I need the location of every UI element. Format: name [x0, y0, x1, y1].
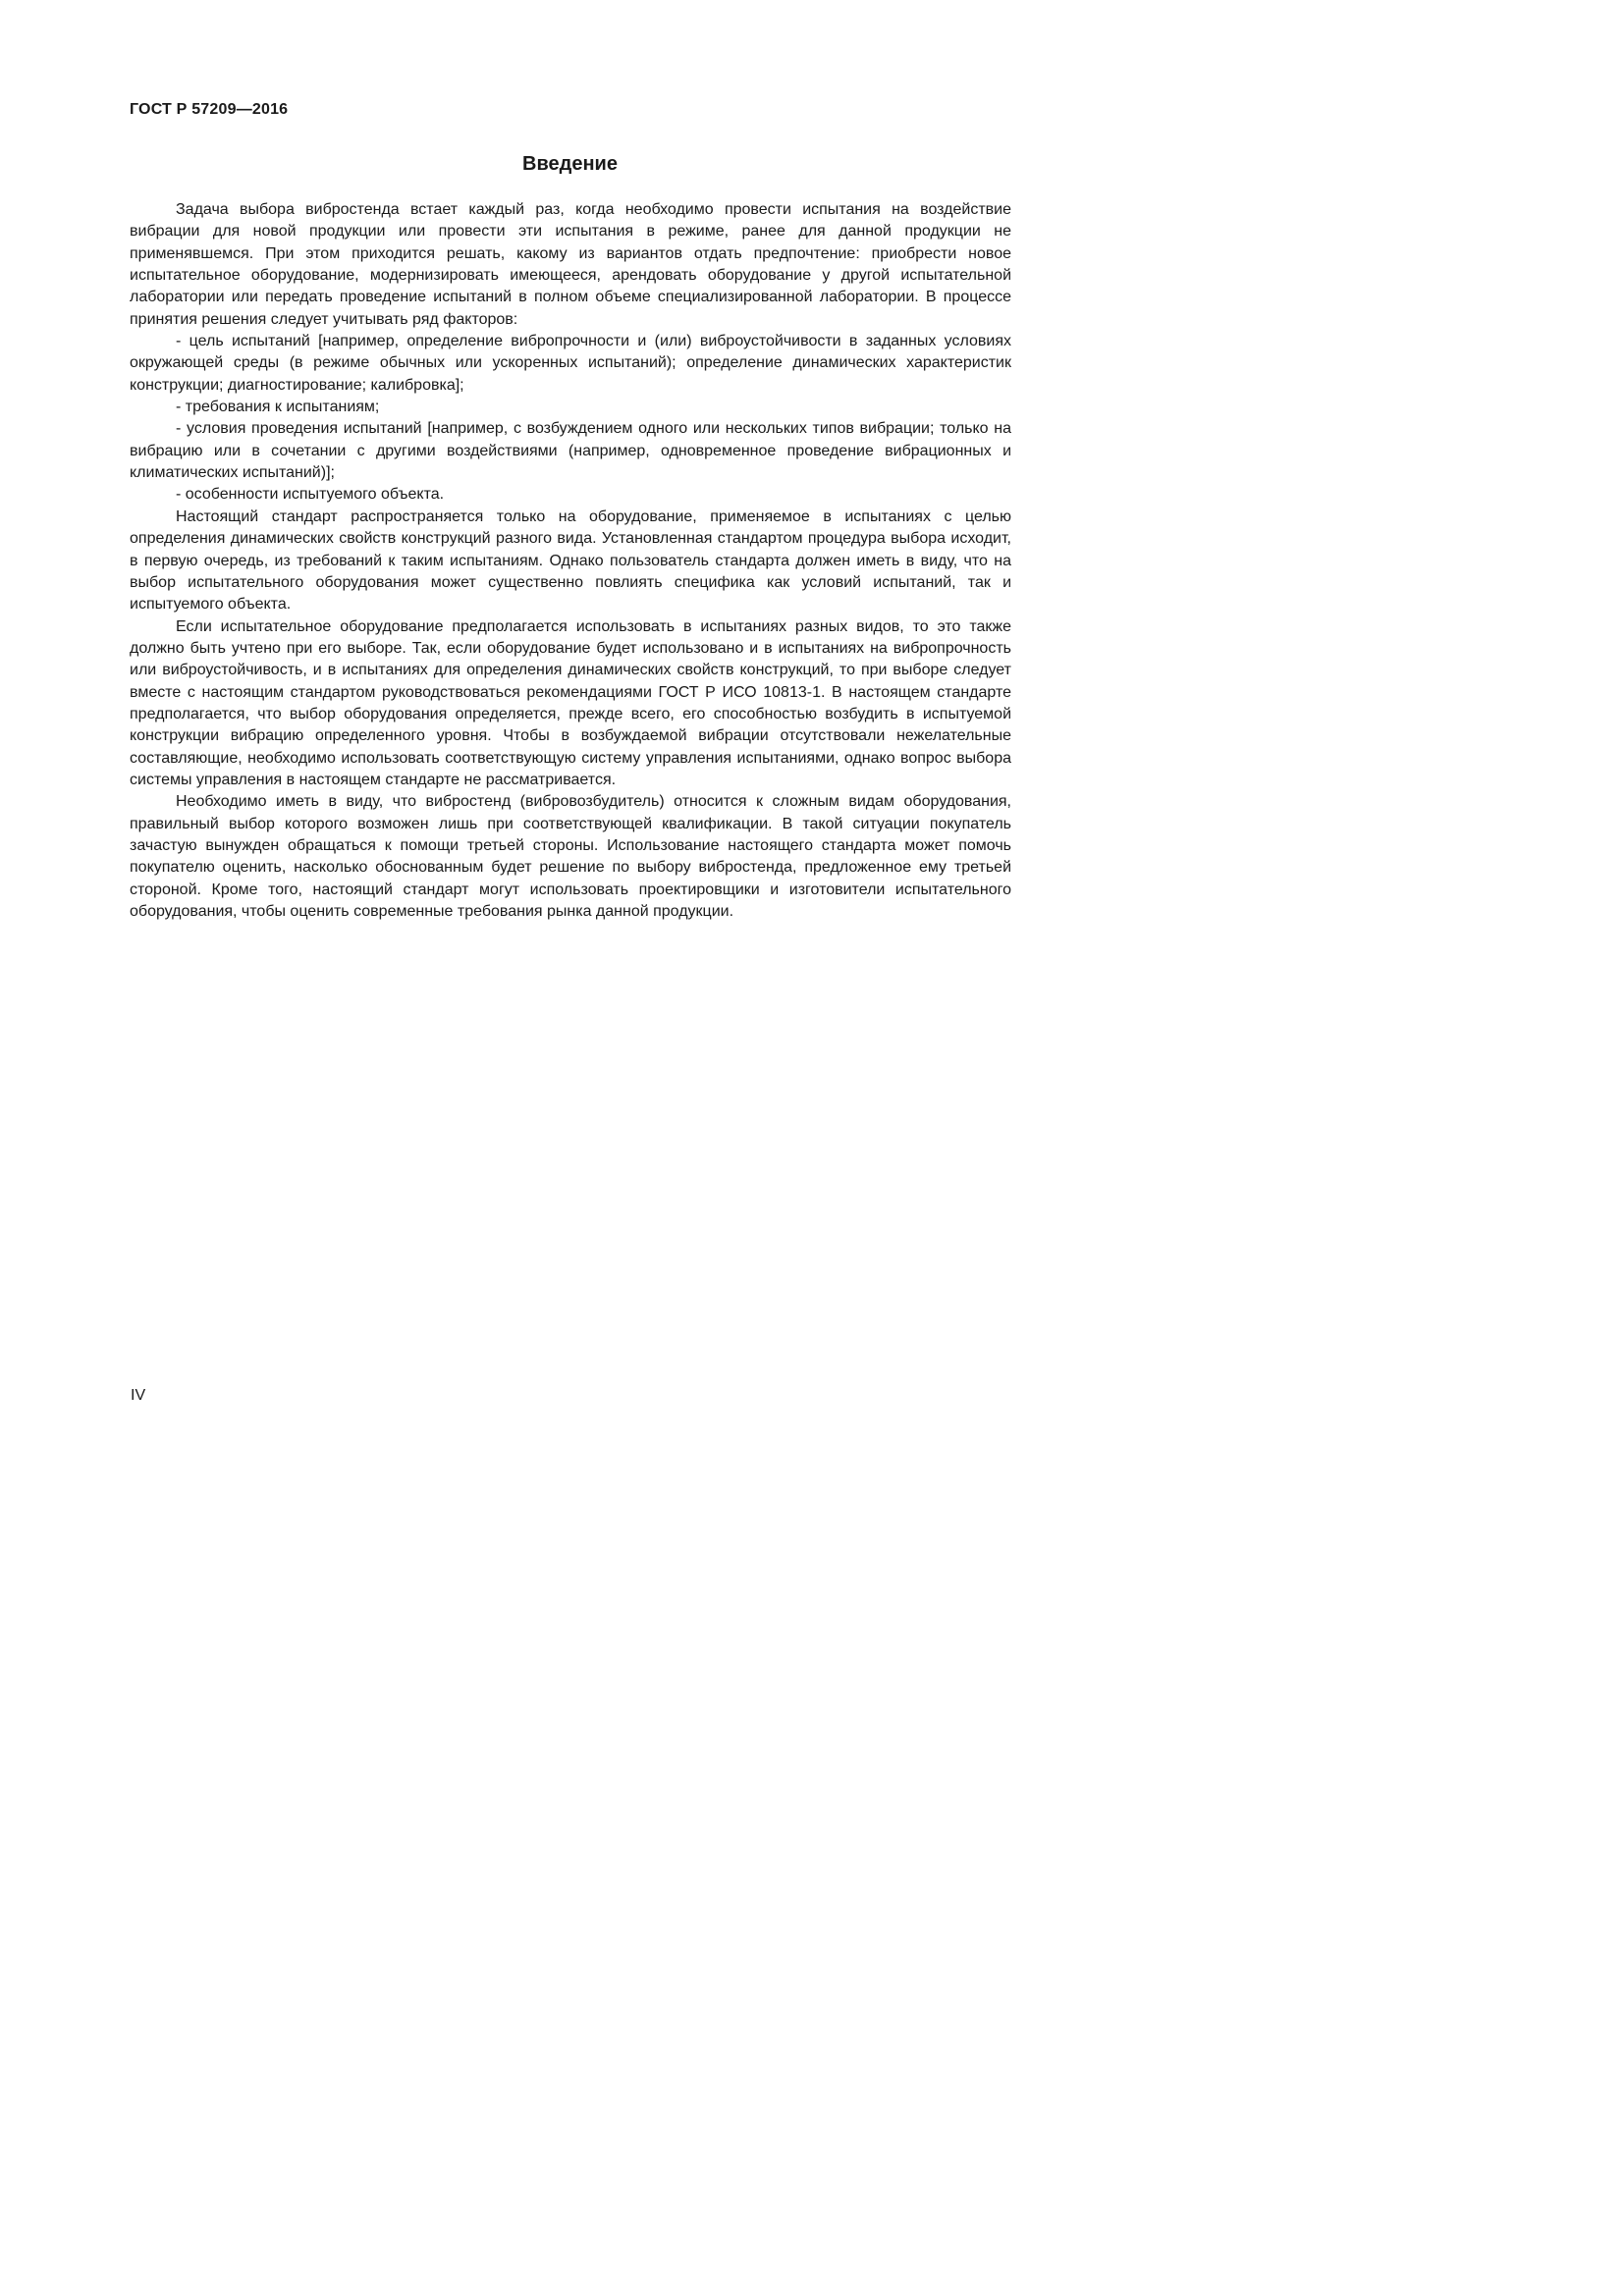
paragraph-multiple-tests: Если испытательное оборудование предполагается использовать в испытаниях разных видов, то это также должно быть учтено при его выборе. Так, если оборудование будет использовано и в испытаниях на вибропрочность или виброустойчивость, и в испытаниях для определения динамических свойств конструкций, то при выборе следует вместе с настоящим стандартом руководствоваться рекомендациями ГОСТ Р ИСО 10813-1. В настоящем стандарте предполагается, что выбор оборудования определяется, прежде всего, его способностью возбудить в испытуемой конструкции вибрацию определенного уровня. Чтобы в возбуждаемой вибрации отсутствовали нежелательные составляющие, необходимо использовать соответствующую систему управления испытаниями, однако вопрос выбора системы управления в настоящем стандарте не рассматривается.	[130, 617, 1011, 788]
paragraph-complexity: Необходимо иметь в виду, что вибростенд (вибровозбудитель) относится к сложным видам оборудования, правильный выбор которого возможен лишь при соответствующей квалификации. В такой ситуации покупатель зачастую вынужден обращаться к помощи третьей стороны. Использование настоящего стандарта может помочь покупателю оценить, насколько обоснованным будет решение по выбору вибростенда, предложенное ему третьей стороной. Кроме того, настоящий стандарт могут использовать проектировщики и изготовители испытательного оборудования, чтобы оценить современные требования рынка данной продукции.	[130, 793, 1011, 920]
section-title: Введение	[522, 153, 618, 175]
body-text	[130, 199, 1011, 923]
document-header-code: ГОСТ Р 57209—2016	[130, 101, 289, 118]
page-number: IV	[131, 1387, 146, 1404]
list-item-test-purpose: - цель испытаний [например, определение вибропрочности и (или) виброустойчивости в заданных условиях окружающей среды (в режиме обычных или ускоренных испытаний); определение динамических характеристик конструкции; диагностирование; калибровка];	[130, 333, 1011, 394]
list-item-test-object: - особенности испытуемого объекта.	[176, 486, 445, 504]
paragraph-scope: Настоящий стандарт распространяется только на оборудование, применяемое в испытаниях с целью определения динамических свойств конструкций разного вида. Установленная стандартом процедура выбора исходит, в первую очередь, из требований к таким испытаниям. Однако пользователь стандарта должен иметь в виду, что на выбор испытательного оборудования может существенно повлиять специфика как условий испытаний, так и испытуемого объекта.	[130, 507, 1011, 614]
list-item-test-conditions: - условия проведения испытаний [например, с возбуждением одного или нескольких типов вибрации; только на вибрацию или в сочетании с другими воздействиями (например, одновременное проведение вибрационных и климатических испытаний)];	[130, 420, 1011, 482]
list-item-test-requirements: - требования к испытаниям;	[176, 399, 380, 416]
paragraph-task: Задача выбора вибростенда встает каждый раз, когда необходимо провести испытания на воздействие вибрации для новой продукции или провести эти испытания в режиме, ранее для данной продукции не применявшемся. При этом приходится решать, какому из вариантов отдать предпочтение: приобрести новое испытательное оборудование, модернизировать имеющееся, арендовать оборудование у другой испытательной лаборатории или передать проведение испытаний в полном объеме специализированной лаборатории. В процессе принятия решения следует учитывать ряд факторов:	[130, 201, 1011, 328]
